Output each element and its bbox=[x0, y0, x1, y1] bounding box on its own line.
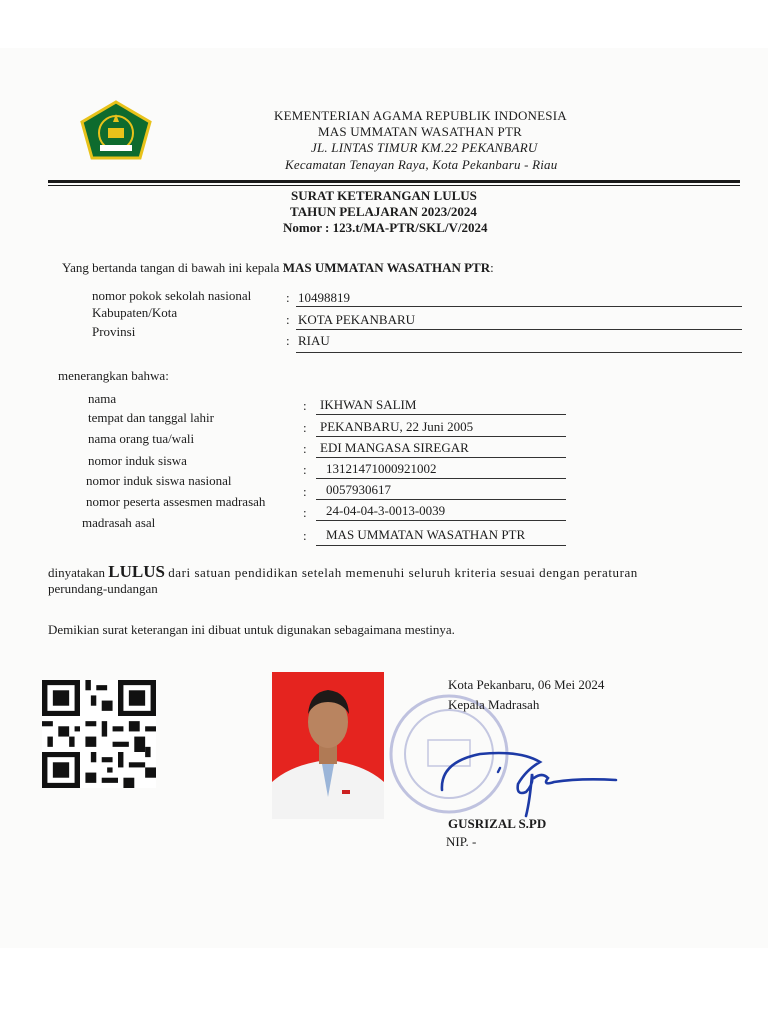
field-label-provinsi: Provinsi bbox=[92, 324, 136, 339]
field-underline bbox=[316, 478, 566, 479]
kemenag-emblem-icon bbox=[78, 100, 154, 162]
student-photo bbox=[272, 672, 384, 819]
field-label-orang-tua: nama orang tua/wali bbox=[88, 431, 195, 446]
colon: : bbox=[303, 441, 307, 456]
signatory-nip: NIP. - bbox=[446, 834, 477, 849]
field-label-npsn: nomor pokok sekolah nasional bbox=[92, 288, 252, 303]
field-value-nis: 13121471000921002 bbox=[326, 461, 437, 476]
colon: : bbox=[303, 528, 307, 543]
colon: : bbox=[303, 484, 307, 499]
status-lulus: LULUS bbox=[108, 562, 165, 581]
academic-year: TAHUN PELAJARAN 2023/2024 bbox=[290, 204, 477, 219]
statement-prefix: dinyatakan bbox=[48, 565, 106, 580]
field-underline bbox=[316, 457, 566, 458]
intro-line bbox=[62, 260, 494, 276]
statement-rest: dari satuan pendidikan setelah memenuhi seluruh kriteria sesuai dengan peraturan bbox=[168, 565, 638, 580]
field-label-peserta-asesmen: nomor peserta assesmen madrasah bbox=[86, 494, 266, 509]
colon: : bbox=[303, 398, 307, 413]
signature-icon bbox=[430, 738, 620, 820]
colon: : bbox=[286, 290, 290, 305]
field-label-nisn: nomor induk siswa nasional bbox=[86, 473, 232, 488]
student-portrait-icon bbox=[272, 672, 384, 819]
field-value-nisn: 0057930617 bbox=[326, 482, 391, 497]
header-rule-thin bbox=[48, 185, 740, 186]
intro-suffix: : bbox=[490, 260, 494, 275]
field-label-kabupaten: Kabupaten/Kota bbox=[92, 305, 178, 320]
signature-position: Kepala Madrasah bbox=[448, 697, 540, 712]
school-address: JL. LINTAS TIMUR KM.22 PEKANBARU bbox=[311, 140, 538, 155]
school-name-header: MAS UMMATAN WASATHAN PTR bbox=[318, 124, 522, 139]
signatory-name: GUSRIZAL S.PD bbox=[448, 816, 547, 831]
field-underline bbox=[316, 520, 566, 521]
field-value-nama: IKHWAN SALIM bbox=[320, 397, 417, 412]
field-value-kabupaten: KOTA PEKANBARU bbox=[298, 312, 416, 327]
field-value-ttl: PEKANBARU, 22 Juni 2005 bbox=[320, 419, 474, 434]
field-underline bbox=[316, 545, 566, 546]
field-underline bbox=[316, 414, 566, 415]
explains-label: menerangkan bahwa: bbox=[58, 368, 169, 383]
field-label-ttl: tempat dan tanggal lahir bbox=[88, 410, 214, 425]
field-value-orang-tua: EDI MANGASA SIREGAR bbox=[320, 440, 469, 455]
header-rule-thick bbox=[48, 180, 740, 183]
field-value-peserta-asesmen: 24-04-04-3-0013-0039 bbox=[326, 503, 446, 518]
qr-code bbox=[42, 680, 156, 788]
field-underline bbox=[296, 352, 742, 353]
statement-line bbox=[48, 562, 748, 582]
colon: : bbox=[286, 312, 290, 327]
statement-line2: perundang-undangan bbox=[48, 581, 158, 596]
document-number: Nomor : 123.t/MA-PTR/SKL/V/2024 bbox=[283, 220, 488, 235]
ministry-name: KEMENTERIAN AGAMA REPUBLIK INDONESIA bbox=[274, 108, 567, 123]
field-label-madrasah-asal: madrasah asal bbox=[82, 515, 156, 530]
field-label-nis: nomor induk siswa bbox=[88, 453, 187, 468]
field-value-provinsi: RIAU bbox=[298, 333, 330, 348]
field-value-madrasah-asal: MAS UMMATAN WASATHAN PTR bbox=[326, 527, 526, 542]
field-underline bbox=[296, 329, 742, 330]
field-value-npsn: 10498819 bbox=[298, 290, 350, 305]
colon: : bbox=[286, 333, 290, 348]
signature-place-date: Kota Pekanbaru, 06 Mei 2024 bbox=[448, 677, 605, 692]
field-underline bbox=[316, 436, 566, 437]
field-underline bbox=[316, 499, 566, 500]
school-district: Kecamatan Tenayan Raya, Kota Pekanbaru - Riau bbox=[285, 157, 558, 172]
closing-text: Demikian surat keterangan ini dibuat untuk digunakan sebagaimana mestinya. bbox=[48, 622, 455, 637]
field-underline bbox=[296, 306, 742, 307]
field-label-nama: nama bbox=[88, 391, 117, 406]
colon: : bbox=[303, 505, 307, 520]
intro-school: MAS UMMATAN WASATHAN PTR bbox=[282, 260, 491, 275]
colon: : bbox=[303, 462, 307, 477]
colon: : bbox=[303, 420, 307, 435]
intro-prefix: Yang bertanda tangan di bawah ini kepala bbox=[62, 260, 280, 275]
document-title: SURAT KETERANGAN LULUS bbox=[291, 188, 477, 203]
